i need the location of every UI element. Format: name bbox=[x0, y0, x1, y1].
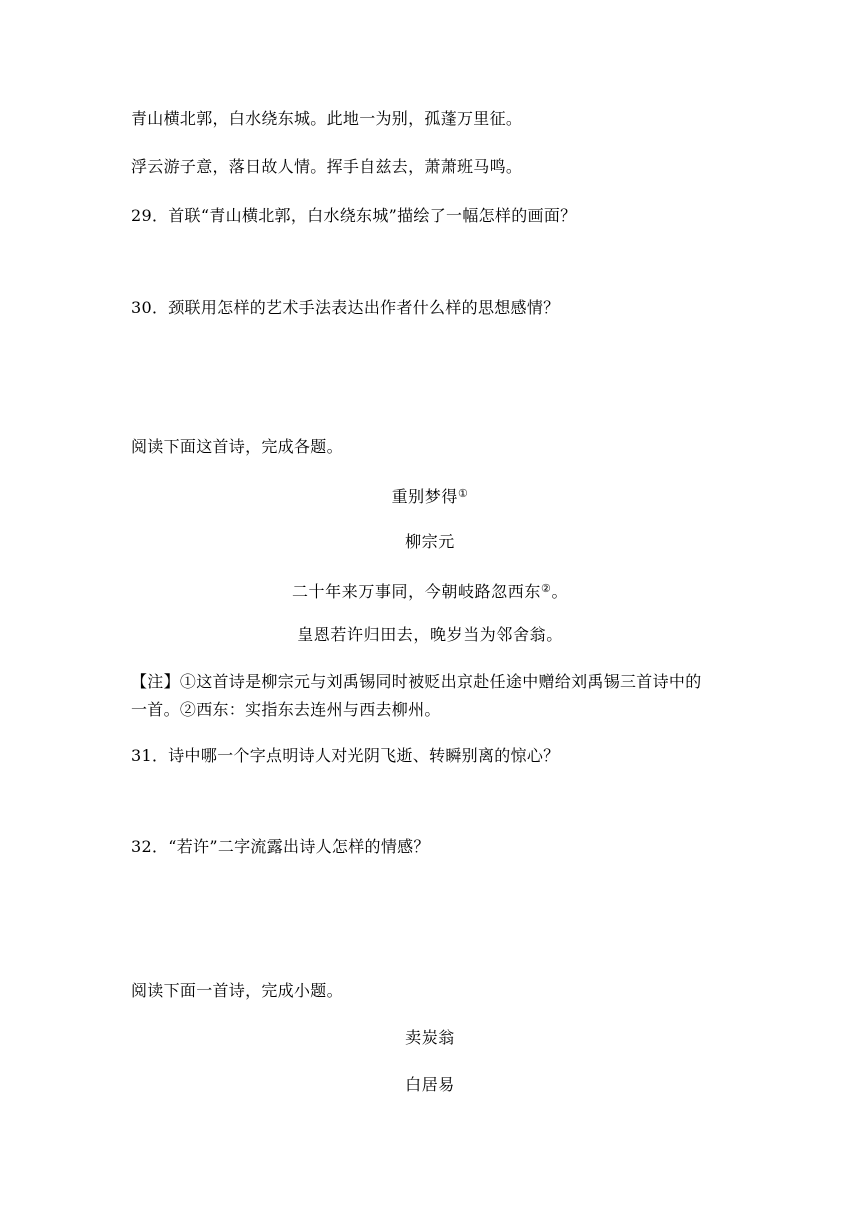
question-30: 30．颈联用怎样的艺术手法表达出作者什么样的思想感情？ bbox=[131, 298, 560, 317]
poem2-line-1-text: 二十年来万事同，今朝岐路忽西东 bbox=[291, 582, 541, 601]
poem2-title-text: 重别梦得 bbox=[391, 487, 458, 506]
poem1-line-1: 青山横北郭，白水绕东城。此地一为别，孤蓬万里征。 bbox=[131, 109, 523, 128]
note-line-2: 一首。②西东：实指东去连州与西去柳州。 bbox=[131, 700, 441, 719]
section2-intro: 阅读下面这首诗，完成各题。 bbox=[131, 437, 343, 456]
poem2-line-1 bbox=[0, 578, 860, 603]
footnote-marker-2: ② bbox=[540, 582, 552, 595]
poem2-author: 柳宗元 bbox=[405, 532, 455, 551]
note-line-1: 【注】①这首诗是柳宗元与刘禹锡同时被贬出京赴任途中赠给刘禹锡三首诗中的 bbox=[131, 672, 702, 691]
question-29: 29．首联“青山横北郭，白水绕东城”描绘了一幅怎样的画面？ bbox=[131, 206, 577, 225]
poem2-title bbox=[0, 483, 860, 508]
poem3-author: 白居易 bbox=[405, 1075, 455, 1094]
poem1-line-2: 浮云游子意，落日故人情。挥手自兹去，萧萧班马鸣。 bbox=[131, 157, 523, 176]
poem2-line-1-end: 。 bbox=[551, 582, 569, 601]
footnote-marker-1: ① bbox=[457, 487, 469, 500]
poem3-title: 卖炭翁 bbox=[405, 1028, 455, 1047]
section3-intro: 阅读下面一首诗，完成小题。 bbox=[131, 981, 343, 1000]
poem2-line-2: 皇恩若许归田去，晚岁当为邻舍翁。 bbox=[297, 625, 563, 644]
question-32: 32．“若许”二字流露出诗人怎样的情感？ bbox=[131, 837, 430, 856]
question-31: 31．诗中哪一个字点明诗人对光阴飞逝、转瞬别离的惊心？ bbox=[131, 746, 560, 765]
